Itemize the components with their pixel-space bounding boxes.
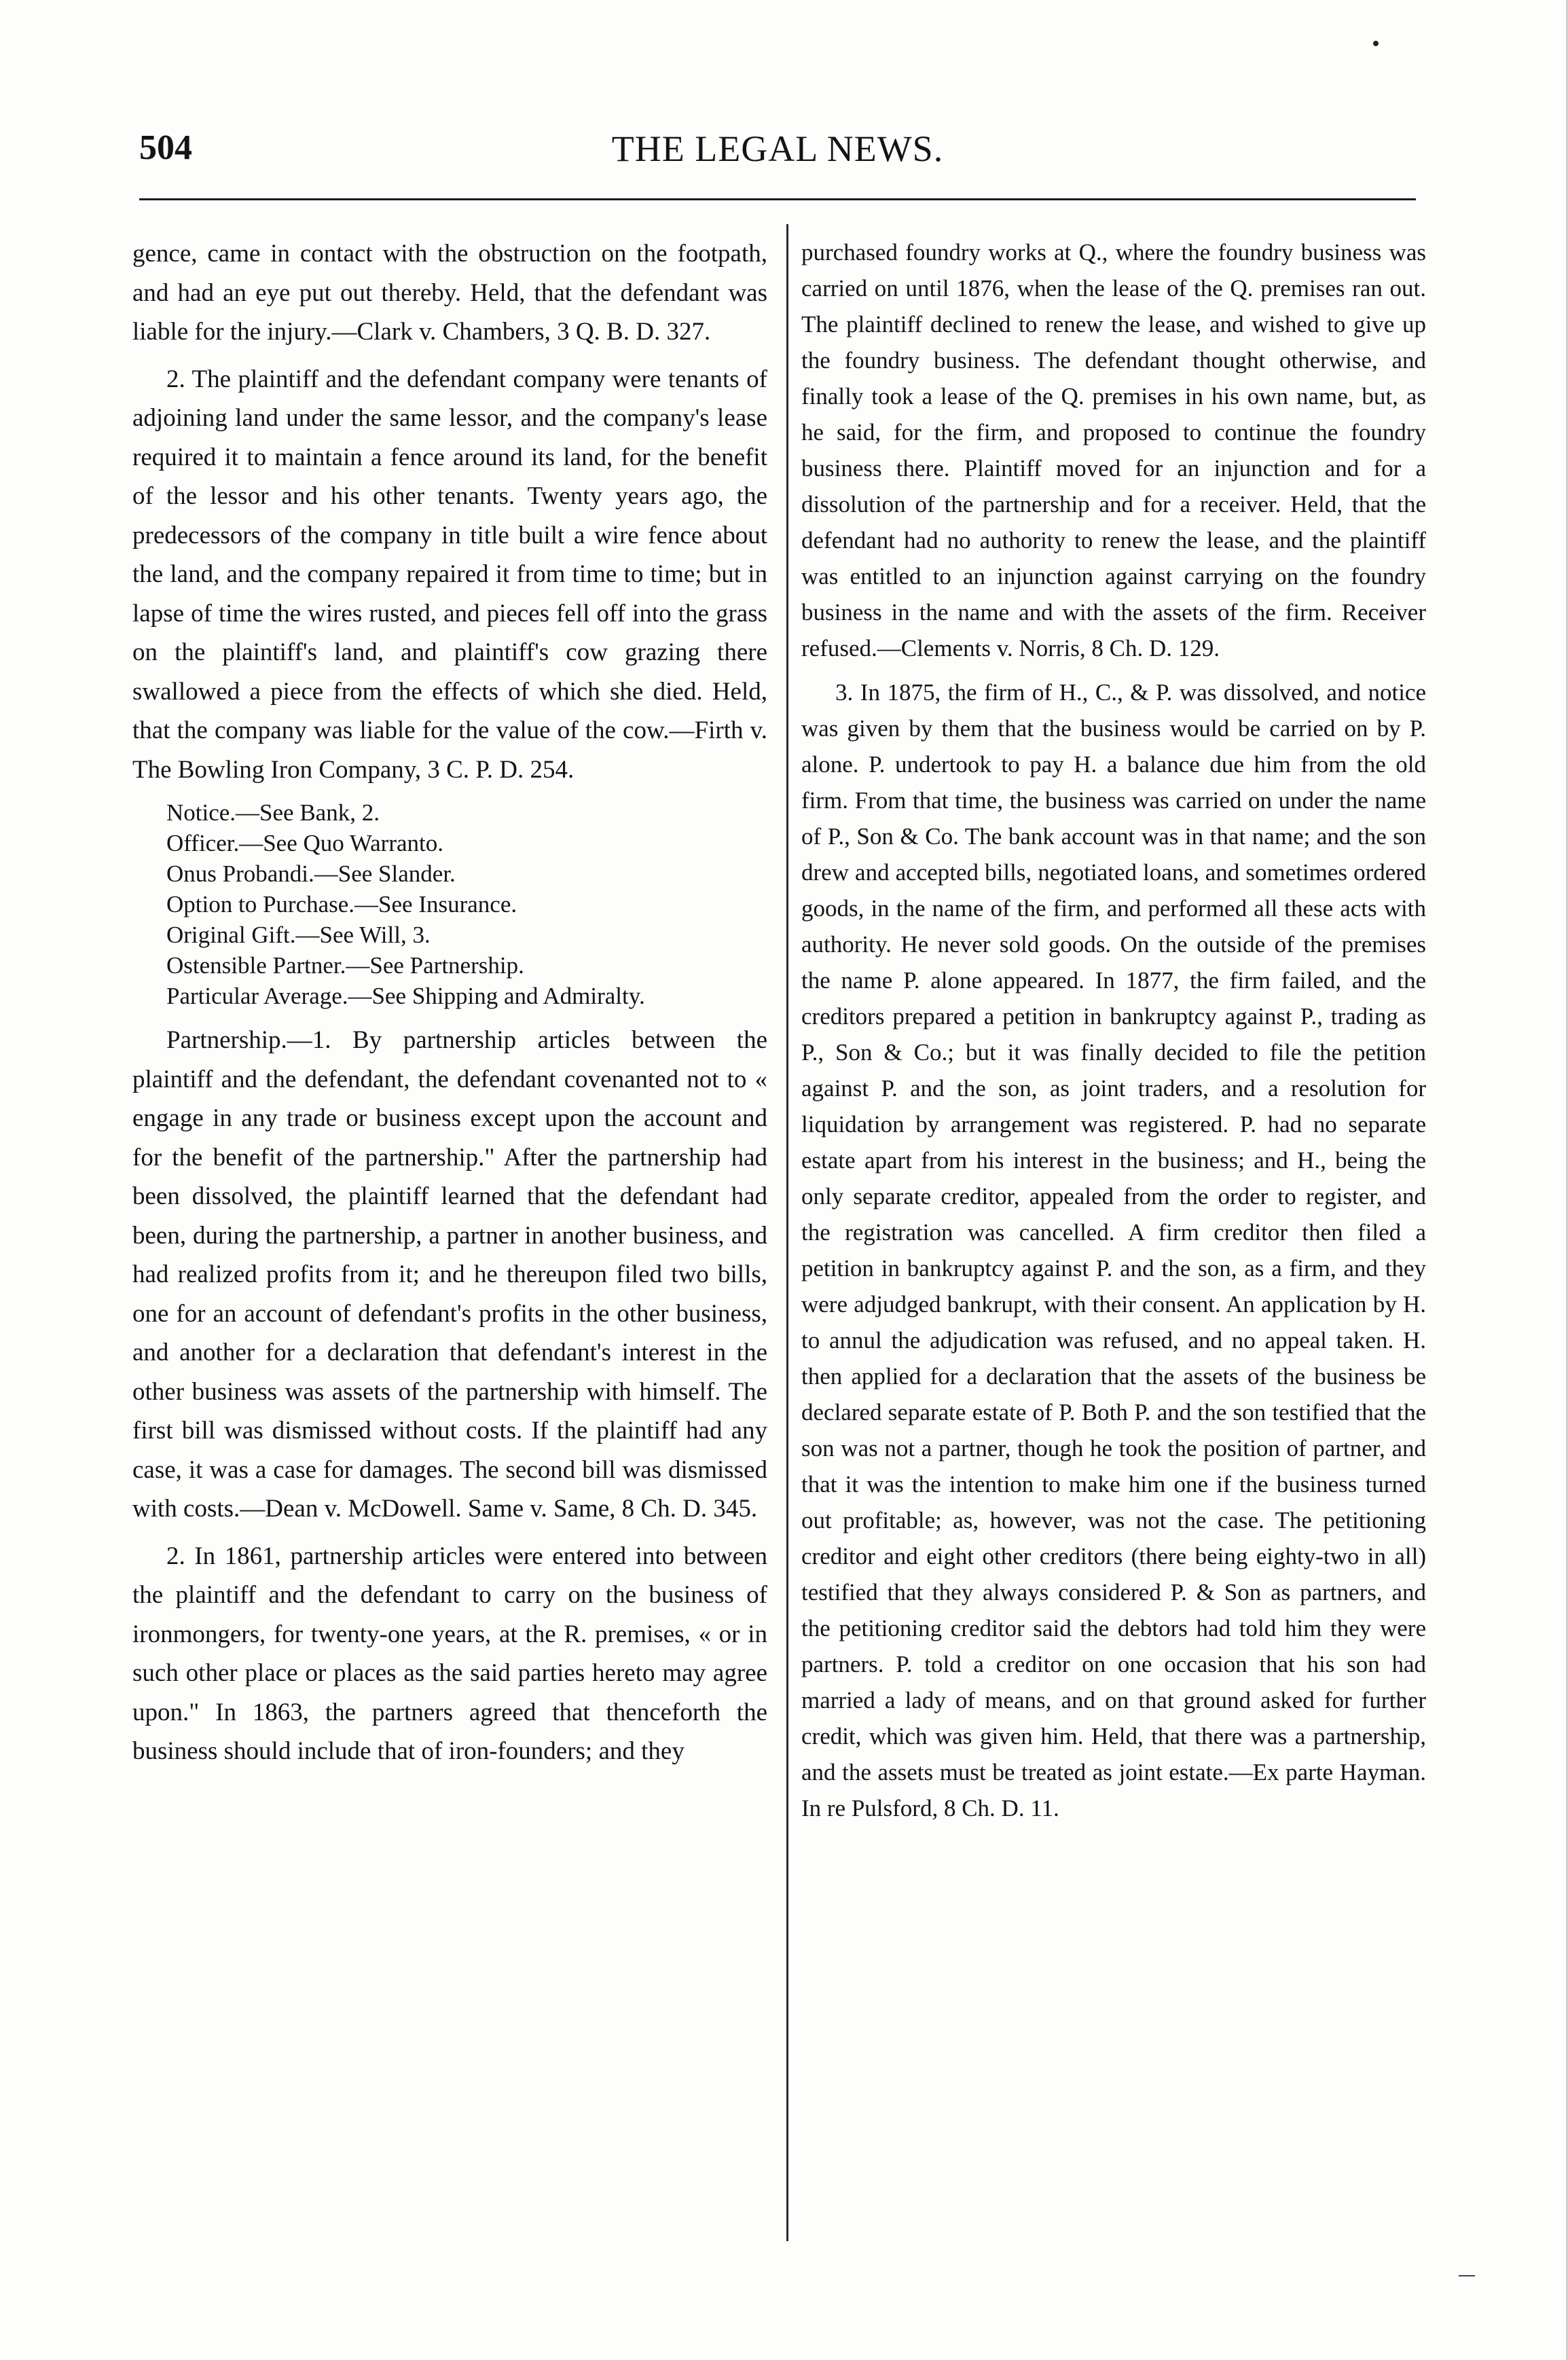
cross-reference-item: Original Gift.—See Will, 3. — [166, 922, 431, 948]
cross-reference-list — [132, 797, 767, 1011]
paragraph-partnership-1: Partnership.—1. By partnership articles between the plaintiff and the defendant, the defendant covenanted not to « engage in any trade or business except upon the account and for the benefit of the partnership." After the partnership had been dissolved, the plaintiff learned that the defendant had been, during the partnership, a partner in another business, and had realized profits from it; and he thereupon filed two bills, one for an account of defendant's profits in the other business, and another for a declaration that defendant's interest in the other business was assets of the partnership with himself. The first bill was dismissed without costs. If the plaintiff had any case, it was a case for damages. The second bill was dismissed with costs.—Dean v. McDowell. Same v. Same, 8 Ch. D. 345. — [132, 1026, 767, 1523]
page-number: 504 — [139, 128, 192, 167]
cross-reference-item: Onus Probandi.—See Slander. — [166, 860, 456, 887]
paragraph-partnership-2-continued: purchased foundry works at Q., where the foundry business was carried on until 1876, when the lease of the Q. premises ran out. The plaintiff declined to renew the lease, and wished to give up the foundry business. The defendant thought otherwise, and finally took a lease of the Q. premises in his own name, but, as he said, for the firm, and proposed to continue the foundry business there. Plaintiff moved for an injunction and for a dissolution of the partnership and for a receiver. Held, that the defendant had no authority to renew the lease, and the plaintiff was entitled to an injunction against carrying on the foundry business in the name and with the assets of the firm. Receiver refused.—Clements v. Norris, 8 Ch. D. 129. — [801, 239, 1426, 661]
paragraph-partnership-2: 2. In 1861, partnership articles were entered into between the plaintiff and the defendant to carry on the business of ironmongers, for twenty-one years, at the R. premises, « or in such other place or places as the said parties hereto may agree upon." In 1863, the partners agreed that thenceforth the business should include that of iron-founders; and they — [132, 1542, 767, 1765]
paragraph-continued: gence, came in contact with the obstruction on the footpath, and had an eye put out thereby. Held, that the defendant was liable for the injury.—Clark v. Chambers, 3 Q. B. D. 327. — [132, 240, 767, 346]
ink-dot — [1373, 41, 1379, 46]
paragraph-case-2: 2. The plaintiff and the defendant company were tenants of adjoining land under the same lessor, and the company's lease required it to maintain a fence around its land, for the benefit of the lessor and his other tenants. Twenty years ago, the predecessors of the company in title built a wire fence about the land, and the company repaired it from time to time; but in lapse of time the wires rusted, and pieces fell off into the grass on the plaintiff's land, and plaintiff's cow grazing there swallowed a piece from the effects of which she died. Held, that the company was liable for the value of the cow.—Firth v. The Bowling Iron Company, 3 C. P. D. 254. — [132, 365, 767, 784]
margin-mark — [1459, 2275, 1475, 2276]
cross-reference-item: Officer.—See Quo Warranto. — [166, 830, 443, 856]
column-divider — [786, 224, 788, 2241]
running-header — [139, 128, 1416, 182]
cross-reference-item: Ostensible Partner.—See Partnership. — [166, 952, 524, 979]
left-column — [132, 234, 767, 1779]
paragraph-partnership-3: 3. In 1875, the firm of H., C., & P. was dissolved, and notice was given by them that the business would be carried on by P. alone. P. undertook to pay H. a balance due him from the old firm. From that time, the business was carried on under the name of P., Son & Co. The bank account was in that name; and the son drew and accepted bills, negotiated loans, and sometimes ordered goods, in the name of the firm, and performed all these acts with authority. He never sold goods. On the outside of the premises the name P. alone appeared. In 1877, the firm failed, and the creditors prepared a petition in bankruptcy against P., trading as P., Son & Co.; but it was finally decided to file the petition against P. and the son, as joint traders, and a resolution for liquidation by arrangement was registered. P. had no separate estate apart from his interest in the business; and H., being the only separate creditor, appealed from the order to register, and the registration was cancelled. A firm creditor then filed a petition in bankruptcy against P. and the son, as a firm, and they were adjudged bankrupt, with their consent. An application by H. to annul the adjudication was refused, and no appeal taken. H. then applied for a declaration that the assets of the business be declared separate estate of P. Both P. and the son testified that the son was not a partner, though he took the position of partner, and that it was the intention to make him one if the business turned out profitable; as, however, was not the case. The petitioning creditor and eight other creditors (there being eighty-two in all) testified that they always considered P. & Son as partners, and the petitioning creditor said the debtors had told him they were partners. P. told a creditor on one occasion that his son had married a lady of means, and on that ground asked for further credit, which was given him. Held, that there was a partnership, and the assets must be treated as joint estate.—Ex parte Hayman. In re Pulsford, 8 Ch. D. 11. — [801, 679, 1426, 1821]
journal-title: THE LEGAL NEWS. — [611, 128, 944, 169]
cross-reference-item: Notice.—See Bank, 2. — [166, 799, 380, 826]
cross-reference-item: Particular Average.—See Shipping and Admiralty. — [166, 983, 645, 1009]
header-rule — [139, 198, 1416, 200]
right-column — [801, 234, 1426, 1834]
cross-reference-item: Option to Purchase.—See Insurance. — [166, 891, 517, 918]
